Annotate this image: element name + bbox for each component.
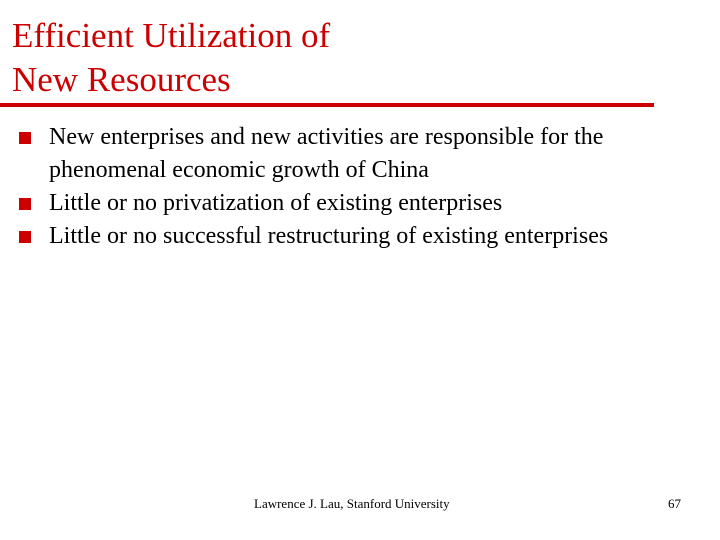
bullet-item-1 <box>17 121 707 187</box>
footer-credit: Lawrence J. Lau, Stanford University <box>254 496 450 511</box>
page-number: 67 <box>668 496 681 511</box>
square-bullet-icon <box>19 198 31 210</box>
bullet-text-2: Little or no privatization of existing enterprises <box>49 190 503 216</box>
square-bullet-icon <box>19 231 31 243</box>
bullet-text-1: New enterprises and new activities are responsible for the phenomenal economic growth of China <box>49 124 604 183</box>
bullet-text-3: Little or no successful restructuring of existing enterprises <box>49 223 609 249</box>
title-divider <box>0 103 654 107</box>
bullet-list <box>17 121 707 253</box>
slide-title <box>12 14 672 102</box>
square-bullet-icon <box>19 132 31 144</box>
bullet-item-2 <box>17 187 707 220</box>
slide-title-line-2: New Resources <box>12 60 231 99</box>
bullet-item-3 <box>17 220 707 253</box>
slide-title-line-1: Efficient Utilization of <box>12 16 331 55</box>
